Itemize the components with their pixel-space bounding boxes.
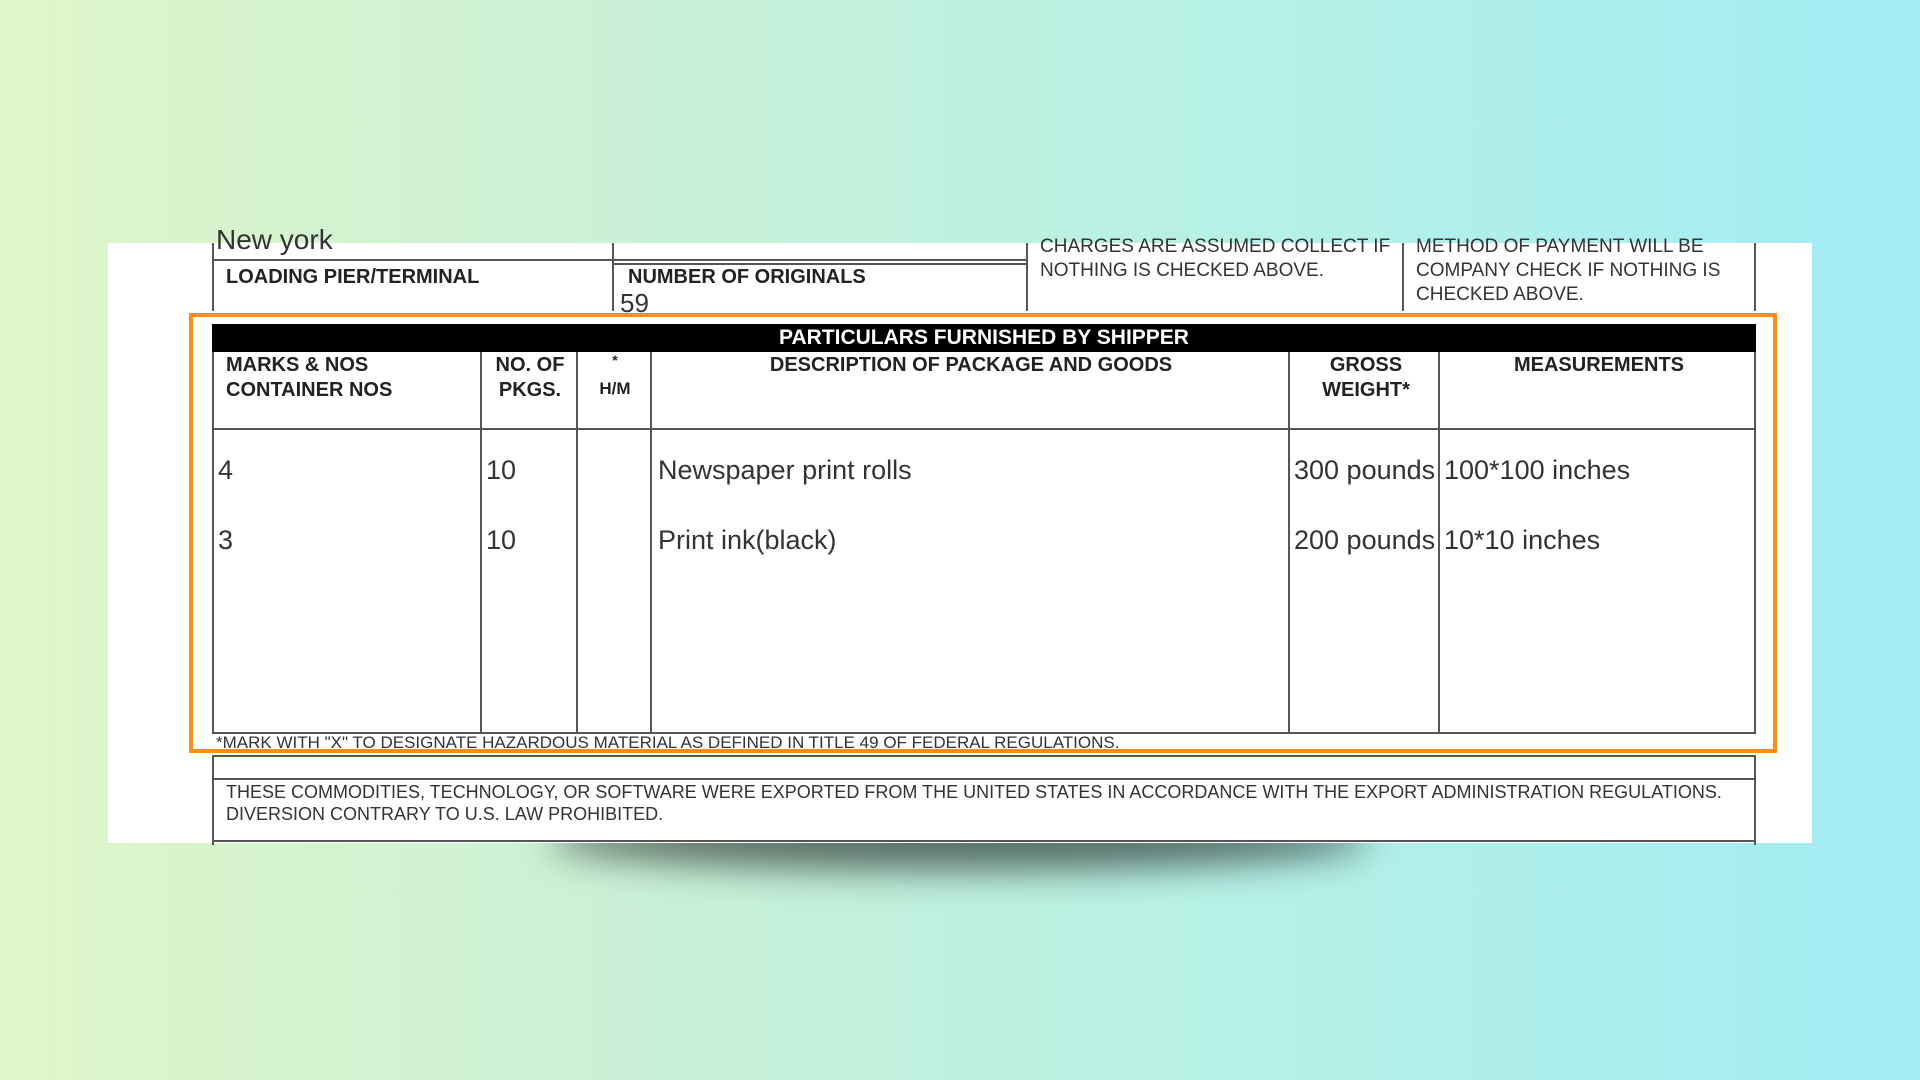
city-value: New york (216, 224, 333, 255)
payment-note: METHOD OF PAYMENT WILL BE COMPANY CHECK IF NOTHING IS CHECKED ABOVE. (1416, 236, 1721, 305)
divider (612, 243, 614, 311)
cell-weight: 200 pounds (1294, 525, 1436, 555)
loading-pier-label: LOADING PIER/TERMINAL (226, 266, 480, 288)
col-header-pkgs: NO. OF PKGS. (495, 354, 565, 401)
divider (1754, 755, 1756, 845)
divider (212, 755, 214, 845)
cell-description: Newspaper print rolls (658, 455, 912, 485)
cell-pkgs: 10 (486, 525, 517, 555)
number-of-originals-label: NUMBER OF ORIGINALS (628, 266, 866, 288)
cell-marks: 4 (218, 455, 234, 485)
number-of-originals-value: 59 (620, 288, 649, 318)
charges-note: CHARGES ARE ASSUMED COLLECT IF NOTHING IS CHECKED ABOVE. (1040, 236, 1391, 281)
hazardous-footnote: *MARK WITH "X" TO DESIGNATE HAZARDOUS MATERIAL AS DEFINED IN TITLE 49 OF FEDERAL REGULATIONS. (216, 733, 1120, 752)
cell-pkgs: 10 (486, 455, 517, 485)
cell-measurements: 10*10 inches (1444, 525, 1601, 555)
divider (1402, 243, 1404, 311)
divider (212, 259, 1026, 261)
divider (212, 243, 214, 311)
divider (1026, 243, 1028, 311)
cell-marks: 3 (218, 525, 234, 555)
cell-description: Print ink(black) (658, 525, 837, 555)
col-header-marks: MARKS & NOS CONTAINER NOS (226, 354, 393, 401)
particulars-banner: PARTICULARS FURNISHED BY SHIPPER (212, 324, 1756, 352)
col-header-hm-star: * (612, 352, 618, 368)
section-divider (212, 755, 1756, 757)
col-header-measurements: MEASUREMENTS (1513, 354, 1684, 376)
highlight-box (189, 313, 1777, 753)
cell-measurements: 100*100 inches (1444, 455, 1631, 485)
divider (212, 778, 1756, 780)
col-header-hm: H/M (599, 379, 631, 398)
col-header-description: DESCRIPTION OF PACKAGE AND GOODS (769, 354, 1173, 376)
divider (212, 840, 1756, 842)
cell-weight: 300 pounds (1294, 455, 1436, 485)
col-header-weight: GROSS WEIGHT* (1322, 354, 1410, 401)
divider (1754, 243, 1756, 311)
export-notice: THESE COMMODITIES, TECHNOLOGY, OR SOFTWARE WERE EXPORTED FROM THE UNITED STATES IN ACCORDANCE WITH THE EXPORT ADMINISTRATION REGULATIONS. DIVERSION CONTRARY TO U.S. LAW PROHIBITED. (226, 782, 1722, 824)
